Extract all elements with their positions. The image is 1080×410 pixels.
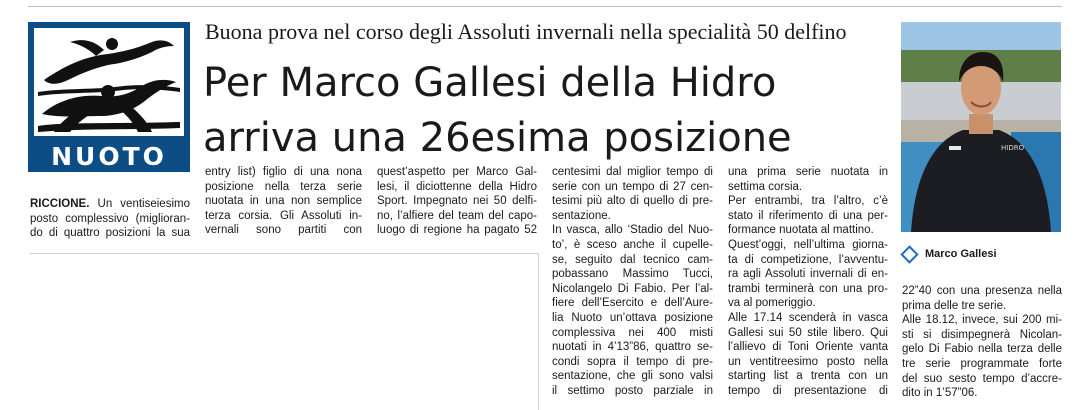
text-line: luogo di regione ha pagato 52 bbox=[377, 224, 537, 237]
text-line: dito in 1’57”06. bbox=[902, 387, 978, 400]
text-line: vernali sono partiti con bbox=[205, 224, 362, 237]
text-line: starting list a trenta con un bbox=[728, 370, 888, 383]
section-label: NUOTO bbox=[51, 142, 167, 171]
article-column-2 bbox=[205, 165, 362, 238]
text-line: tesimi più alto di quello di pre- bbox=[552, 195, 713, 208]
text-line: una prima serie nuotata in bbox=[728, 166, 888, 178]
top-rule bbox=[28, 6, 1062, 7]
text-line: In vasca, allo ‘Stadio del Nuo- bbox=[552, 224, 713, 237]
text-line: fiere dell’Esercito e dell’Aure- bbox=[552, 297, 713, 310]
text-line: ta di competizione, l’avventu- bbox=[728, 253, 888, 266]
text-line: nuotati in 4’13”86, quattro se- bbox=[552, 341, 713, 354]
text-line: nuotata in una non semplice bbox=[205, 195, 362, 208]
photo-caption bbox=[901, 246, 1061, 264]
headline bbox=[203, 56, 893, 166]
text-line: posizione nella terza serie bbox=[205, 180, 362, 193]
text-line: to’, è sceso anche il cupelle- bbox=[552, 238, 713, 251]
text-line: gelo Di Fabio nella terza delle bbox=[902, 343, 1062, 356]
article-column-3 bbox=[377, 165, 537, 238]
text-line: stato il riferimento di una per- bbox=[728, 209, 888, 222]
text-line: RICCIONE. Un ventiseiesimo bbox=[30, 198, 190, 210]
text-line: Sport. Impegnato nei 50 delfi- bbox=[377, 195, 537, 208]
text-line: sentazione. bbox=[552, 209, 611, 222]
text-line: pobassano Massimo Tucci, bbox=[552, 268, 713, 281]
text-line: trambi terminerà con una pro- bbox=[728, 282, 888, 295]
text-line: lesi, il diciottenne della Hidro bbox=[377, 180, 537, 193]
column-divider bbox=[538, 253, 539, 410]
text-line: del suo sesto tempo d’accre- bbox=[902, 372, 1062, 385]
headline-line-1: Per Marco Gallesi della Hidro bbox=[203, 60, 777, 106]
swimmer-butterfly-icon bbox=[34, 28, 184, 136]
article-column-1 bbox=[30, 197, 190, 241]
diamond-icon bbox=[900, 245, 918, 263]
text-line: posto complessivo (miglioran- bbox=[30, 212, 190, 225]
text-line: entry list) figlio di una nona bbox=[205, 166, 362, 178]
text-line: serie con un tempo di 27 cen- bbox=[552, 180, 713, 193]
text-line: do di quattro posizioni la sua bbox=[30, 227, 190, 240]
text-line: 22”40 con una presenza nella bbox=[902, 285, 1062, 297]
article-column-4 bbox=[552, 165, 713, 399]
text-line: complessiva nei 400 misti bbox=[552, 326, 713, 339]
kicker: Buona prova nel corso degli Assoluti invernali nella specialità 50 delfino bbox=[205, 19, 847, 44]
text-line: no, l’alfiere del team del capo- bbox=[377, 209, 537, 222]
text-line: va al pomeriggio. bbox=[728, 297, 816, 310]
text-line: formance nuotata al mattino. bbox=[728, 224, 874, 237]
text-line: settima corsia. bbox=[728, 180, 803, 193]
text-line: tre serie programmate forte bbox=[902, 357, 1062, 370]
text-line: Quest’oggi, nell’ultima giorna- bbox=[728, 238, 888, 251]
section-divider bbox=[30, 253, 538, 254]
text-line: quest’aspetto per Marco Gal- bbox=[377, 166, 537, 178]
article-column-6 bbox=[902, 284, 1062, 401]
text-line: Nicolangelo Di Fabio. Per l’al- bbox=[552, 282, 713, 295]
article-column-5 bbox=[728, 165, 888, 399]
caption-text: Marco Gallesi bbox=[925, 248, 997, 260]
text-line: Gallesi sui 50 stile libero. Qui bbox=[728, 326, 888, 339]
headline-line-2: arriva una 26esima posizione bbox=[203, 115, 792, 161]
text-line: Per entrambi, tra l’altro, c’è bbox=[728, 195, 888, 208]
text-line: tempo di presentazione di bbox=[728, 384, 888, 397]
section-logo bbox=[28, 22, 190, 172]
dateline: RICCIONE. bbox=[30, 198, 90, 210]
text-line: l’allievo di Toni Oriente vanta bbox=[728, 341, 888, 354]
text-line: il settimo posto parziale in bbox=[552, 384, 713, 397]
text-line: sentazione, che gli sono valsi bbox=[552, 370, 713, 383]
text-line: condi sopra il tempo di pre- bbox=[552, 355, 713, 368]
text-line: se, seguito dal tecnico cam- bbox=[552, 253, 713, 266]
svg-text:HIDRO: HIDRO bbox=[1001, 144, 1025, 152]
text-line: lia Nuoto un’ottava posizione bbox=[552, 311, 713, 324]
text-line: prima delle tre serie. bbox=[902, 299, 1007, 312]
text-line: sti si disimpegnerà Nicolan- bbox=[902, 328, 1062, 341]
text-line: ra agli Assoluti invernali di en- bbox=[728, 268, 888, 281]
text-line: centesimi dal miglior tempo di bbox=[552, 166, 713, 178]
text-line: Alle 18.12, invece, sui 200 mi- bbox=[902, 314, 1062, 327]
text-line: terza corsia. Gli Assoluti in- bbox=[205, 209, 362, 222]
text-line: un ventitreesimo posto nella bbox=[728, 355, 888, 368]
athlete-photo bbox=[901, 22, 1061, 232]
text-line: Alle 17.14 scenderà in vasca bbox=[728, 311, 888, 324]
